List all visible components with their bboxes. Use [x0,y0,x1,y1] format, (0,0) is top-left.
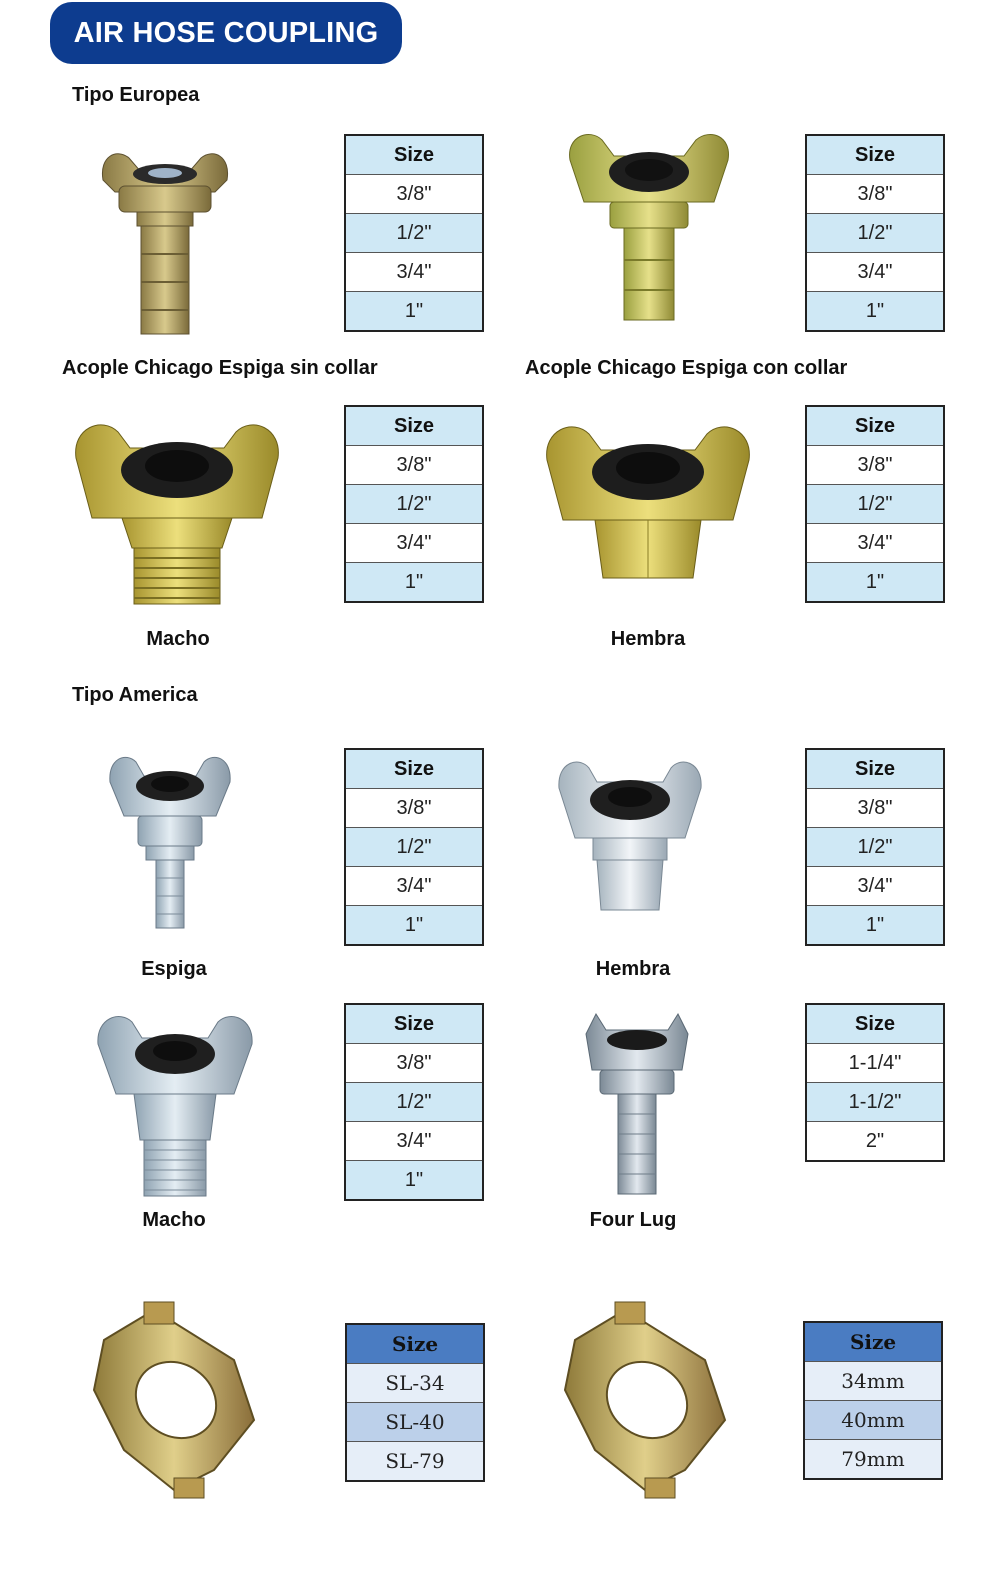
table-row: SL-40 [347,1402,483,1441]
caption-chicago-no-collar: Acople Chicago Espiga sin collar [62,357,378,379]
table-row: 34mm [805,1361,941,1400]
size-table-9 [345,1323,485,1482]
hose-clamp-image-2 [555,1300,735,1500]
size-table-4 [805,405,945,603]
caption-us-female: Hembra [595,958,671,980]
caption-chicago-collar: Acople Chicago Espiga con collar [525,357,848,379]
coupling-male-thread-eu-image [72,418,282,608]
table-row: 3/8" [346,445,482,484]
table-row: 1-1/4" [807,1043,943,1082]
size-table-7 [344,1003,484,1201]
table-row: 1/2" [807,484,943,523]
table-row: 1" [807,905,943,944]
table-row: 1/2" [346,484,482,523]
table-row: 3/4" [346,523,482,562]
caption-us-male: Macho [142,1209,206,1231]
coupling-hose-tail-collar-image [564,130,734,325]
table-row: 3/8" [346,174,482,213]
table-header: Size [807,750,943,788]
size-table-3 [344,405,484,603]
table-row: 1" [346,1160,482,1199]
table-header: Size [347,1325,483,1363]
table-header: Size [346,136,482,174]
page-banner: AIR HOSE COUPLING [50,2,402,64]
table-row: 1/2" [346,213,482,252]
table-header: Size [346,1005,482,1043]
table-row: 1-1/2" [807,1082,943,1121]
table-row: 1" [346,291,482,330]
table-row: 1" [346,562,482,601]
table-row: 3/4" [807,523,943,562]
caption-eu-male: Macho [146,628,210,650]
caption-eu-female: Hembra [610,628,686,650]
table-header: Size [807,1005,943,1043]
table-row: SL-34 [347,1363,483,1402]
table-row: 3/4" [346,1121,482,1160]
table-header: Size [807,136,943,174]
table-row: 40mm [805,1400,941,1439]
coupling-hose-tail-no-collar-image [95,142,235,337]
table-row: 3/4" [346,866,482,905]
table-row: 3/4" [807,252,943,291]
table-row: 1" [807,562,943,601]
table-header: Size [346,750,482,788]
size-table-6 [805,748,945,946]
table-row: 3/8" [346,1043,482,1082]
section-european: Tipo Europea [72,84,200,106]
table-header: Size [805,1323,941,1361]
coupling-male-us-image [94,1012,256,1197]
section-american: Tipo America [72,684,198,706]
table-row: 1/2" [807,827,943,866]
table-header: Size [807,407,943,445]
size-table-1 [344,134,484,332]
caption-four-lug: Four Lug [589,1209,677,1231]
table-row: 1/2" [346,827,482,866]
table-row: 3/8" [807,788,943,827]
table-row: 3/4" [807,866,943,905]
table-row: 3/8" [807,174,943,213]
table-row: 3/8" [346,788,482,827]
table-row: 1/2" [807,213,943,252]
table-row: 2" [807,1121,943,1160]
table-row: 1" [346,905,482,944]
caption-us-hose: Espiga [141,958,207,980]
table-header: Size [346,407,482,445]
hose-clamp-image-1 [84,1300,264,1500]
coupling-hose-end-us-image [104,752,236,930]
size-table-10 [803,1321,943,1480]
size-table-2 [805,134,945,332]
size-table-8 [805,1003,945,1162]
table-row: 1/2" [346,1082,482,1121]
table-row: 79mm [805,1439,941,1478]
size-table-5 [344,748,484,946]
coupling-female-thread-eu-image [543,420,753,585]
table-row: 3/8" [807,445,943,484]
coupling-female-us-image [553,758,707,914]
coupling-four-lug-image [582,1010,692,1196]
table-row: SL-79 [347,1441,483,1480]
table-row: 3/4" [346,252,482,291]
table-row: 1" [807,291,943,330]
